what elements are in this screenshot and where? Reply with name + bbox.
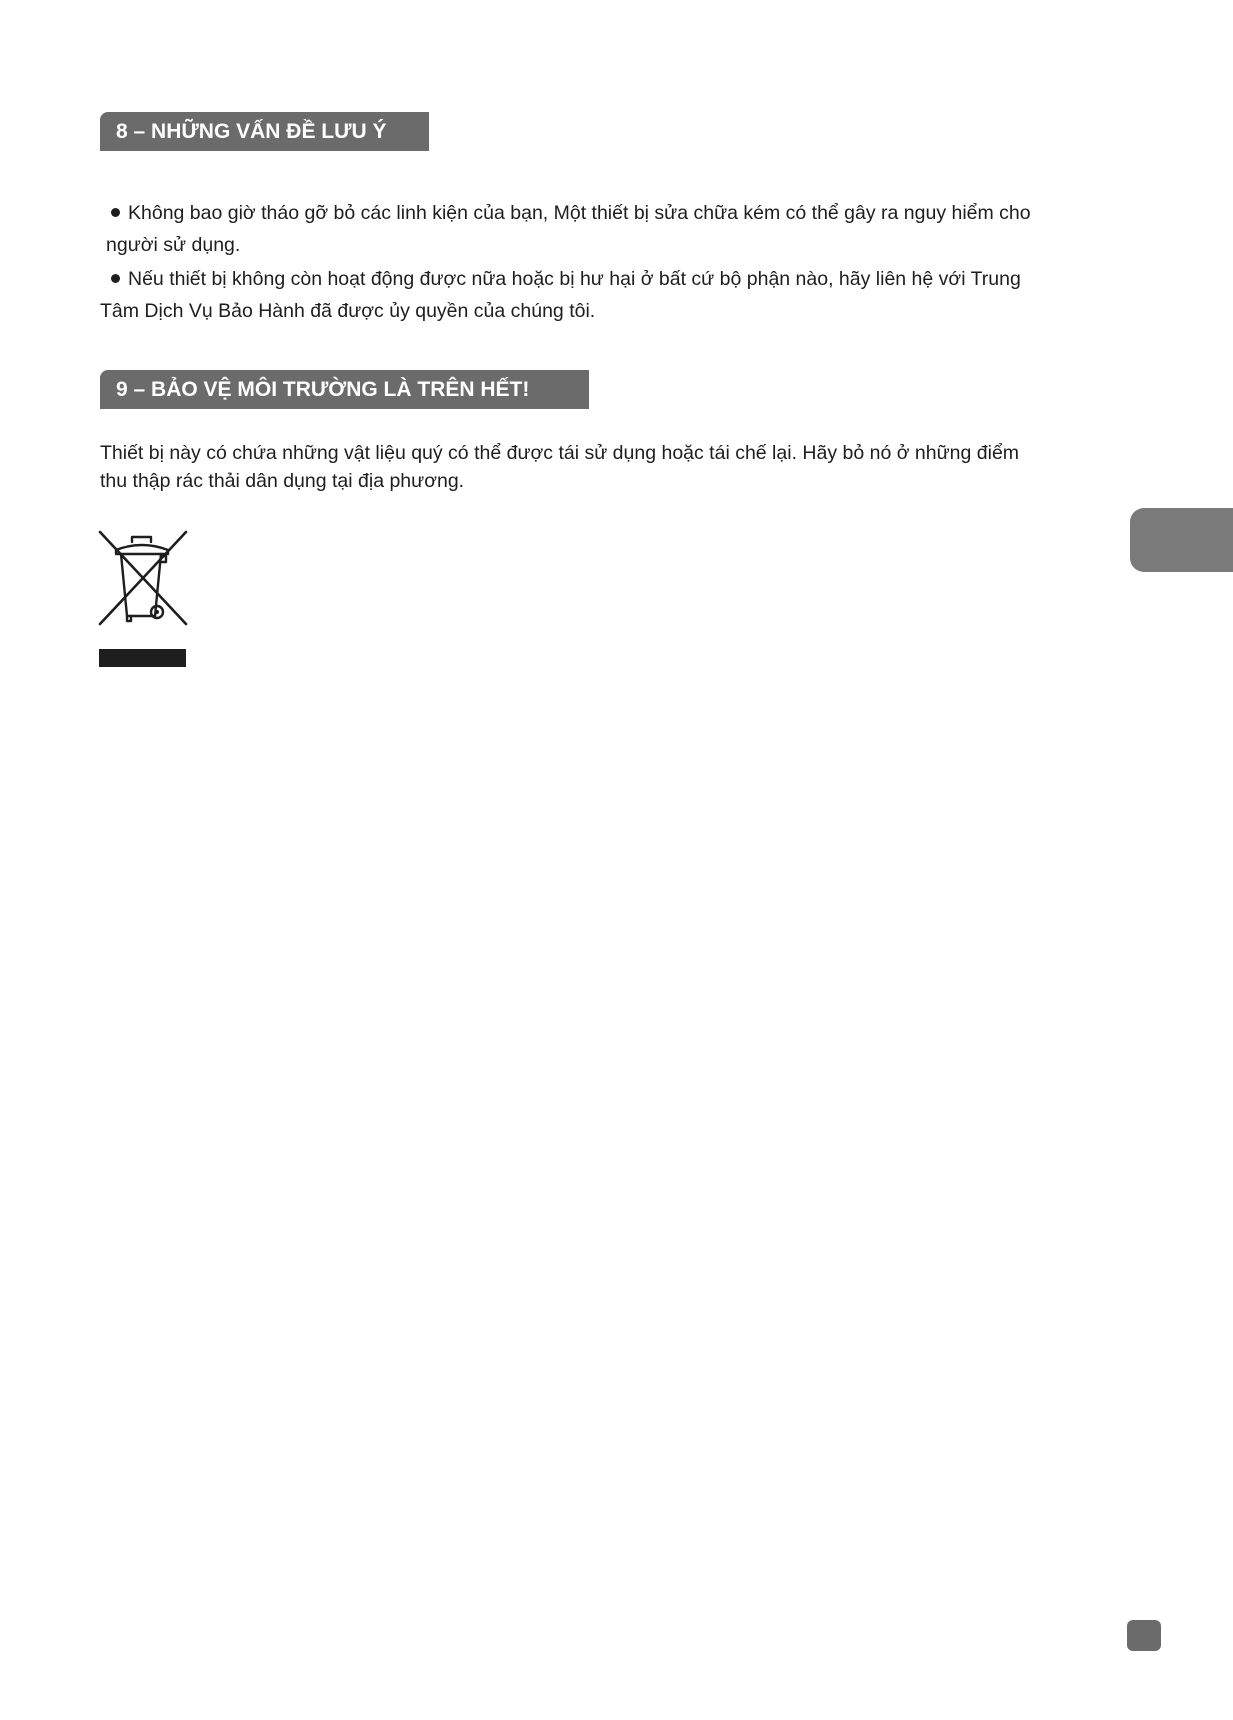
- section-8-title: 8 – NHỮNG VẤN ĐỀ LƯU Ý: [116, 120, 387, 143]
- bullet-2-line-2: Tâm Dịch Vụ Bảo Hành đã được ủy quyền của chúng tôi.: [100, 300, 596, 322]
- bullet-dot-icon: [111, 208, 120, 217]
- environment-paragraph: [100, 439, 1140, 495]
- bullet-2-line-1: Nếu thiết bị không còn hoạt động được nữa hoặc bị hư hại ở bất cứ bộ phận nào, hãy liên hệ với Trung: [128, 268, 1021, 290]
- weee-solid-bar: [99, 649, 186, 667]
- page-number-marker: [1127, 1620, 1161, 1651]
- section-8-header: [100, 112, 429, 151]
- bullet-item-1: [100, 197, 1140, 261]
- language-side-tab: [1130, 508, 1233, 572]
- bullet-1-line-2: người sử dụng.: [106, 234, 241, 256]
- crossed-out-wheelie-bin-icon: [98, 530, 188, 626]
- bullet-dot-icon: [111, 274, 120, 283]
- environment-line-2: thu thập rác thải dân dụng tại địa phương.: [100, 470, 465, 492]
- bullet-1-line-1: Không bao giờ tháo gỡ bỏ các linh kiện của bạn, Một thiết bị sửa chữa kém có thể gây ra nguy hiểm cho: [128, 202, 1031, 224]
- environment-line-1: Thiết bị này có chứa những vật liệu quý có thể được tái sử dụng hoặc tái chế lại. Hãy bỏ nó ở những điểm: [100, 442, 1020, 464]
- section-9-header: [100, 370, 589, 409]
- section-9-title: 9 – BẢO VỆ MÔI TRƯỜNG LÀ TRÊN HẾT!: [116, 378, 530, 401]
- bullet-item-2: [100, 263, 1140, 327]
